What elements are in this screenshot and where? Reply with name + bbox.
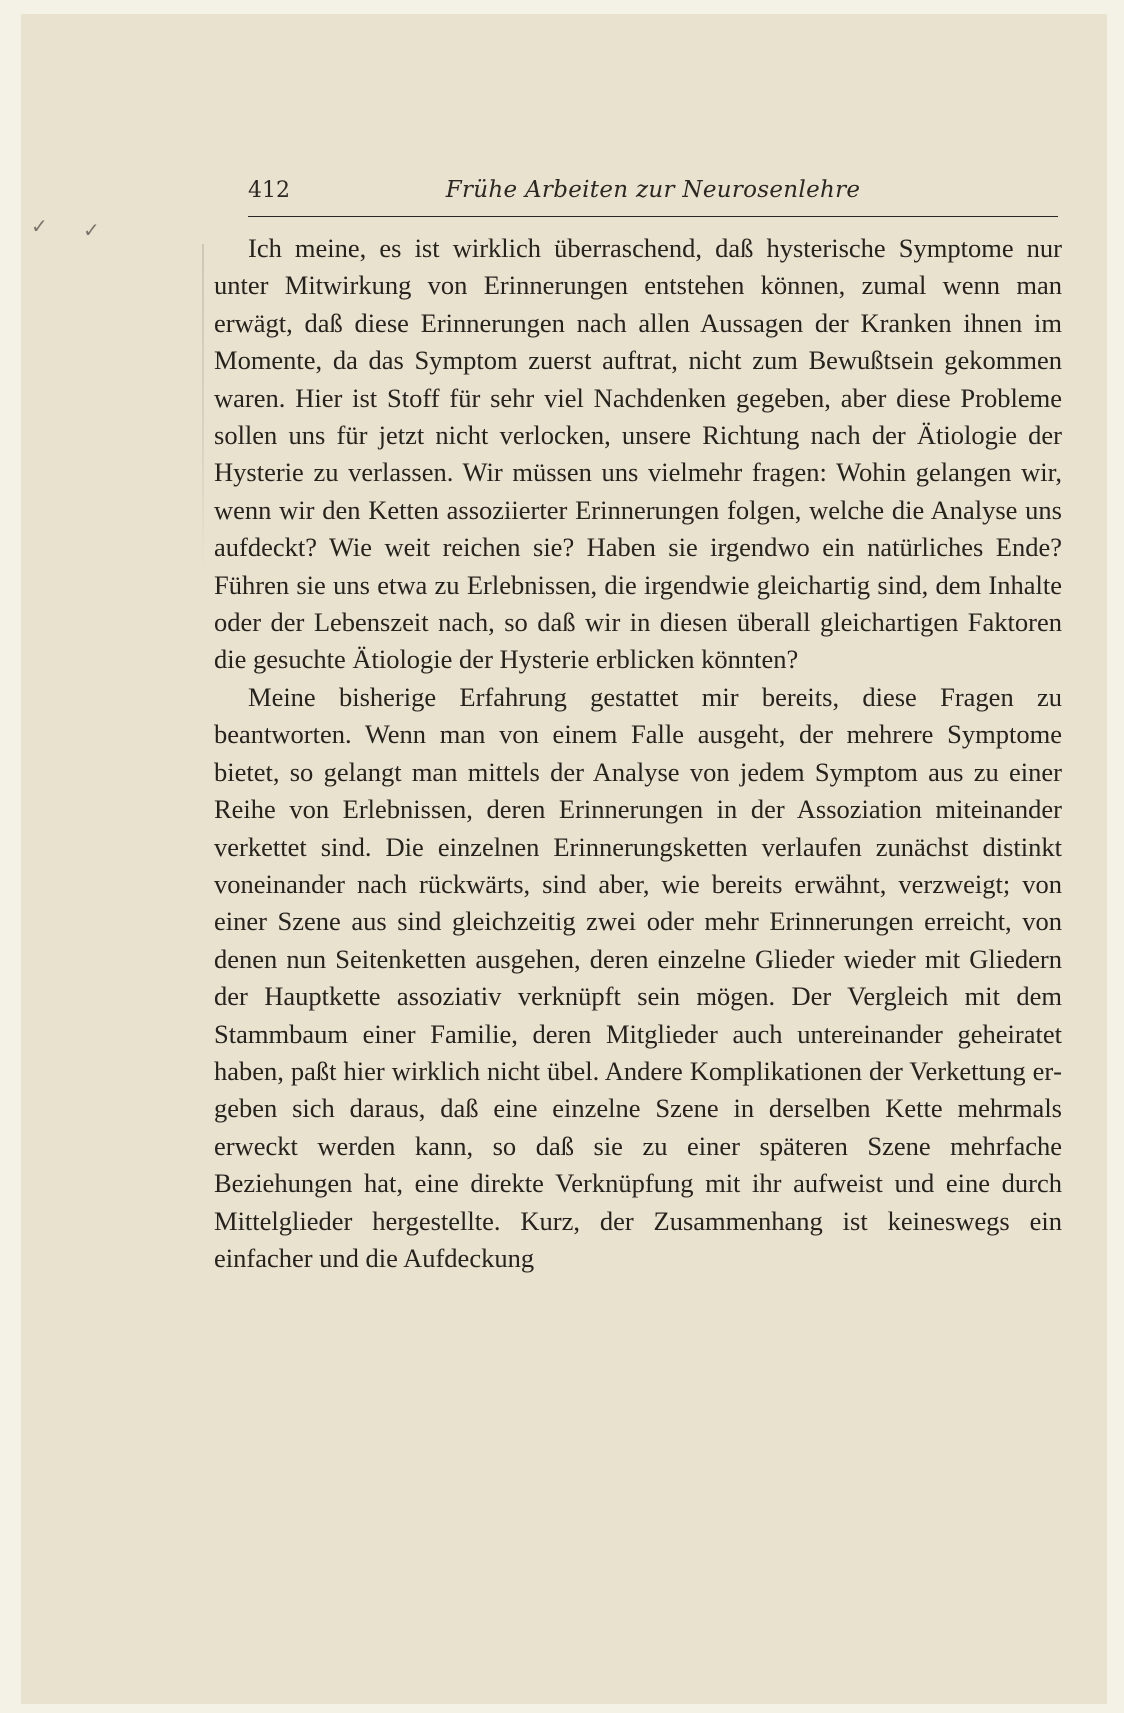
- paragraph: Meine bisherige Erfahrung gestattet mir bereits, diese Fragen zu beantworten. Wenn man von einem Falle ausgeht, der mehrere Symptome bietet, so gelangt man mittels der Analyse von jedem Symptom aus zu einer Reihe von Erlebnissen, deren Erinnerungen in der Assoziation miteinander verkettet sind. Die einzelnen Erinnerungsketten verlaufen zunächst distinkt voneinander nach rückwärts, sind aber, wie bereits erwähnt, verzweigt; von einer Szene aus sind gleichzeitig zwei oder mehr Erinnerungen erreicht, von denen nun Seitenketten ausgehen, deren einzelne Glieder wieder mit Gliedern der Hauptkette assoziativ verknüpft sein mögen. Der Vergleich mit dem Stammbaum einer Familie, deren Mitglieder auch untereinander geheiratet haben, paßt hier wirklich nicht übel. Andere Komplikationen der Verkettung ergeben sich daraus, daß eine einzelne Szene in derselben Kette mehrmals erweckt werden kann, so daß sie zu einer späteren Szene mehrfache Beziehungen hat, eine direkte Verknüpfung mit ihr aufweist und eine durch Mittelglieder hergestellte. Kurz, der Zusammenhang ist keineswegs ein einfacher und die Aufdeckung: [214, 681, 1062, 1273]
- body-text: [214, 230, 1062, 1277]
- pencil-check-mark: ✓: [31, 214, 48, 238]
- book-page: [21, 14, 1107, 1704]
- page-number: 412: [248, 178, 290, 203]
- margin-pencil-line: [202, 244, 204, 574]
- page-header: [248, 174, 1058, 217]
- pencil-check-mark: ✓: [83, 218, 100, 242]
- running-title: Frühe Arbeiten zur Neurosenlehre: [445, 177, 861, 203]
- paragraph: Ich meine, es ist wirklich überraschend, daß hysterische Symptome nur unter Mitwirkung von Erinnerungen entstehen können, zumal wenn man erwägt, daß diese Erinnerungen nach allen Aussagen der Kranken ihnen im Momente, da das Symptom zuerst auftrat, nicht zum Bewußtsein gekommen waren. Hier ist Stoff für sehr viel Nachdenken gegeben, aber diese Probleme sollen uns für jetzt nicht verlocken, unsere Richtung nach der Ätiologie der Hysterie zu verlassen. Wir müssen uns vielmehr fragen: Wohin gelangen wir, wenn wir den Ketten assoziierter Erinnerungen folgen, welche die Analyse uns aufdeckt? Wie weit reichen sie? Haben sie irgendwo ein natürliches Ende? Führen sie uns etwa zu Erlebnissen, die irgendwie gleichartig sind, dem Inhalte oder der Lebenszeit nach, so daß wir in diesen überall gleichartigen Faktoren die gesuchte Ätiologie der Hysterie erblicken könnten?: [214, 233, 1062, 675]
